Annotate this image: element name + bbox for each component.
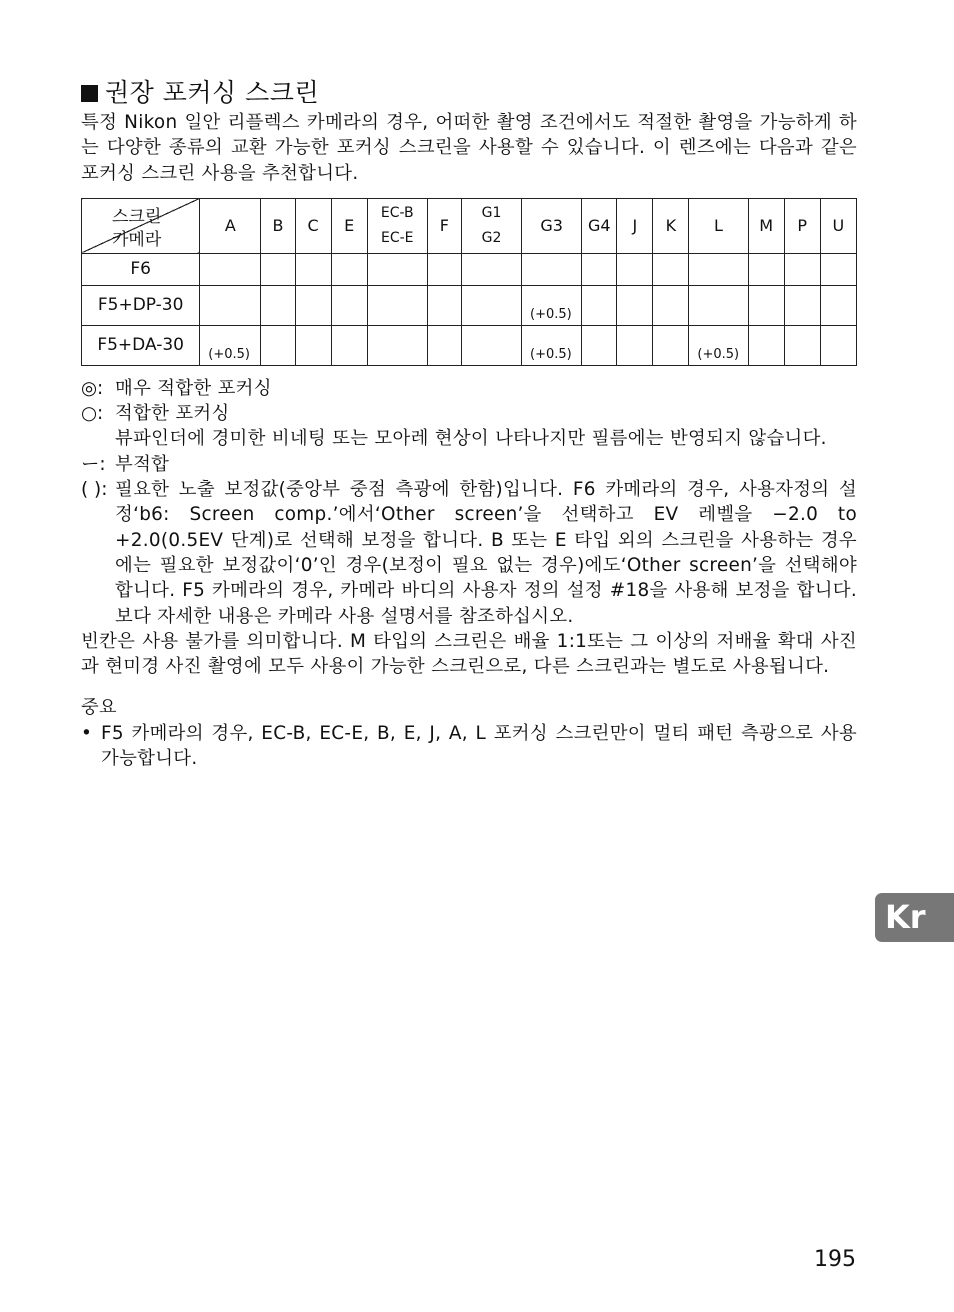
legend-item [81,477,857,629]
legend-symbol: ( ): [81,479,108,501]
table-header-row [82,198,857,253]
camera-label: F5+DP-30 [82,285,200,325]
table-cell [582,285,617,325]
column-header-line2: EC-E [380,229,414,246]
exposure-compensation: (+0.5) [697,346,740,362]
table-cell [784,253,820,285]
table-cell [689,325,748,365]
column-header [331,198,367,253]
table-cell [295,325,331,365]
table-cell [784,325,820,365]
column-header [367,198,427,253]
table-row [82,325,857,365]
intro-paragraph: 특정 Nikon 일안 리플렉스 카메라의 경우, 어떠한 촬영 조건에서도 적절한 촬영을 가능하게 하는 다양한 종류의 교환 가능한 포커싱 스크린을 사용할 수 있습니다. 이 렌즈에는 다음과 같은 포커싱 스크린 사용을 추천합니다. [81,112,857,184]
exposure-compensation: (+0.5) [530,346,572,362]
column-header-label: F [439,216,449,236]
column-header-label: B [272,216,284,236]
legend-item [81,376,857,401]
table-row [82,253,857,285]
corner-label-camera: 카메라 [112,229,162,250]
table-cell [653,325,689,365]
table-cell [367,325,427,365]
page-content [81,78,857,771]
column-header-label: G4 [587,216,611,236]
focusing-screen-table [81,198,857,366]
legend-symbol: ○: [81,403,104,425]
table-cell [748,325,784,365]
square-bullet-icon [81,85,98,102]
camera-label: F5+DA-30 [82,325,200,365]
legend-text: 부적합 [115,453,170,475]
table-cell [689,253,748,285]
legend-item [81,401,857,426]
table-cell [261,325,295,365]
column-header [200,198,261,253]
table-corner-cell [82,198,200,253]
column-header-label: P [797,216,807,236]
column-header [820,198,856,253]
table-cell [522,253,582,285]
table-cell [295,253,331,285]
table-cell [461,285,521,325]
table-row [82,285,857,325]
legend-text: 필요한 노출 보정값(중앙부 중점 측광에 한함)입니다. F6 카메라의 경우, 사용자정의 설정‘b6: Screen comp.’에서‘Other screen’을 선택하고 EV 레벨을 −2.0 to +2.0(0.5EV 단계)로 선택해 보정을 합니다. B 또는 E 타입 외의 스크린을 사용하는 경우에는 필요한 보정값이‘0’인 경우(보정이 필요 없는 경우)에도‘Other screen’을 선택해야 합니다. F5 카메라의 경우, 카메라 바디의 사용자 정의 설정 #18을 사용해 보정을 합니다. 보다 자세한 내용은 카메라 사용 설명서를 참조하십시오. [115,479,857,627]
legend [81,376,857,629]
legend-item [81,452,857,477]
table-cell [748,253,784,285]
table-cell [295,285,331,325]
important-title: 중요 [81,697,117,719]
table-cell [820,253,856,285]
column-header-label: A [224,216,236,236]
column-header [617,198,653,253]
column-header [784,198,820,253]
legend-symbol: ー: [81,453,106,475]
table-cell [461,253,521,285]
legend-text: 뷰파인더에 경미한 비네팅 또는 모아레 현상이 나타나지만 필름에는 반영되지 않습니다. [115,428,827,450]
table-cell [427,253,461,285]
table-cell [200,325,261,365]
column-header-label: K [665,216,677,236]
blank-note: 빈칸은 사용 불가를 의미합니다. M 타입의 스크린은 배율 1:1또는 그 이상의 저배율 확대 사진과 현미경 사진 촬영에 모두 사용이 가능한 스크린으로, 다른 스크린과는 별도로 사용됩니다. [81,630,857,678]
legend-item [81,426,857,451]
important-list [81,721,857,772]
table-cell [617,285,653,325]
column-header-label: E [344,216,355,236]
column-header [653,198,689,253]
column-header [582,198,617,253]
column-header-label: J [632,216,638,236]
camera-label: F6 [82,253,200,285]
table-cell [689,285,748,325]
table-cell [331,285,367,325]
column-header [461,198,521,253]
column-header-label: L [714,216,723,236]
table-cell [617,325,653,365]
corner-label-screen: 스크린 [112,206,162,227]
table-cell [461,325,521,365]
page-number: 195 [814,1247,856,1272]
legend-symbol: ◎: [81,377,104,399]
table-cell [653,253,689,285]
bullet-text: F5 카메라의 경우, EC-B, EC-E, B, E, J, A, L 포커싱 스크린만이 멀티 패턴 측광으로 사용 가능합니다. [101,722,857,770]
legend-text: 매우 적합한 포커싱 [115,377,272,399]
column-header-label: M [759,216,773,236]
bullet-dot-icon: • [81,722,92,744]
table-cell [748,285,784,325]
exposure-compensation: (+0.5) [208,346,251,362]
column-header [295,198,331,253]
column-header [748,198,784,253]
column-header-line1: G1 [481,204,502,221]
table-cell [522,285,582,325]
column-header-label: U [832,216,845,236]
table-cell [582,325,617,365]
legend-symbol [81,426,115,451]
column-header [689,198,748,253]
table-cell [427,325,461,365]
table-cell [784,285,820,325]
table-cell [261,285,295,325]
column-header [522,198,582,253]
list-item [81,721,857,772]
column-header-line1: EC-B [380,204,414,221]
table-cell [820,325,856,365]
table-cell [331,325,367,365]
column-header [427,198,461,253]
language-tab: Kr [875,893,954,942]
exposure-compensation: (+0.5) [530,306,572,322]
column-header [261,198,295,253]
table-cell [331,253,367,285]
table-cell [200,285,261,325]
table-cell [261,253,295,285]
table-cell [617,253,653,285]
table-cell [653,285,689,325]
table-cell [582,253,617,285]
table-cell [427,285,461,325]
section-title: 권장 포커싱 스크린 [81,78,857,108]
table-cell [367,285,427,325]
column-header-line2: G2 [481,229,502,246]
column-header-label: C [307,216,319,236]
table-cell [820,285,856,325]
table-cell [367,253,427,285]
table-cell [522,325,582,365]
legend-text: 적합한 포커싱 [115,403,230,425]
column-header-label: G3 [540,216,563,236]
table-cell [200,253,261,285]
